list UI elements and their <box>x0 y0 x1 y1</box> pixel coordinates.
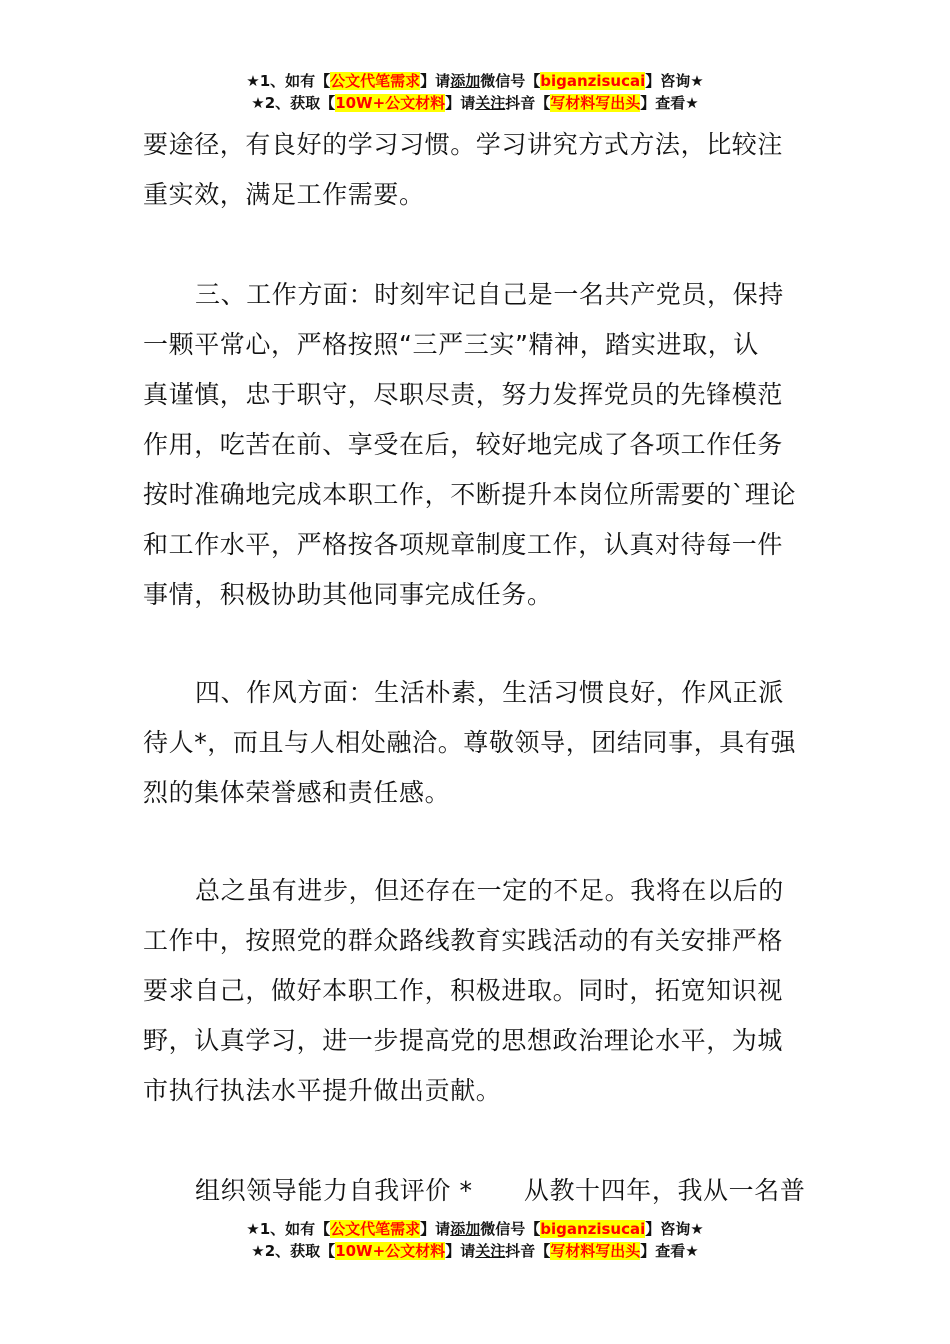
banner-underlined: 关注 <box>475 94 506 112</box>
text-line: 真谨慎，忠于职守，尽职尽责，努力发挥党员的先锋模范 <box>143 380 784 409</box>
banner-underlined: 添加 <box>450 1220 481 1238</box>
text-line: 按时准确地完成本职工作，不断提升本岗位所需要的`理论 <box>143 480 797 509</box>
banner-highlight: 公文代笔需求 <box>330 1220 421 1238</box>
footer-banner <box>0 1218 950 1262</box>
banner-text: ★2、获取【 <box>251 94 336 112</box>
paragraph-style <box>143 668 808 818</box>
paragraph-summary <box>143 866 808 1116</box>
banner-text: 】请 <box>445 1242 476 1260</box>
banner-underlined: 关注 <box>475 1242 506 1260</box>
text-line: 总之虽有进步，但还存在一定的不足。我将在以后的 <box>195 876 784 905</box>
text-line: 待人*，而且与人相处融洽。尊敬领导，团结同事，具有强 <box>143 728 797 757</box>
banner-highlight: 写材料写出头 <box>550 1242 641 1260</box>
text-line: 重实效，满足工作需要。 <box>143 180 425 209</box>
banner-text: ★2、获取【 <box>251 1242 336 1260</box>
text-line: 野，认真学习，进一步提高党的思想政治理论水平，为城 <box>143 1026 784 1055</box>
banner-text: 】咨询★ <box>645 72 704 90</box>
banner-highlight: 公文代笔需求 <box>330 72 421 90</box>
text-line: 作用，吃苦在前、享受在后，较好地完成了各项工作任务 <box>143 430 784 459</box>
banner-text: 】咨询★ <box>645 1220 704 1238</box>
banner-text: 】请 <box>420 1220 451 1238</box>
banner-highlight: 10W+公文材料 <box>335 1242 446 1260</box>
banner-line-2 <box>0 1240 950 1262</box>
text-line: 组织领导能力自我评价 * 从教十四年，我从一名普 <box>195 1176 806 1205</box>
banner-text: 】查看★ <box>640 1242 699 1260</box>
banner-text: 】查看★ <box>640 94 699 112</box>
banner-line-1 <box>0 1218 950 1240</box>
banner-text: 抖音【 <box>505 94 551 112</box>
banner-text: ★1、如有【 <box>246 1220 331 1238</box>
banner-highlight: biganzisucai <box>540 72 646 90</box>
banner-text: 微信号【 <box>480 72 541 90</box>
banner-text: ★1、如有【 <box>246 72 331 90</box>
text-line: 烈的集体荣誉感和责任感。 <box>143 778 451 807</box>
text-line: 市执行执法水平提升做出贡献。 <box>143 1076 502 1105</box>
text-line: 事情，积极协助其他同事完成任务。 <box>143 580 553 609</box>
banner-highlight: 10W+公文材料 <box>335 94 446 112</box>
text-line: 和工作水平，严格按各项规章制度工作，认真对待每一件 <box>143 530 784 559</box>
header-banner <box>0 70 950 114</box>
paragraph-leadership-title <box>143 1166 808 1216</box>
text-line: 工作中，按照党的群众路线教育实践活动的有关安排严格 <box>143 926 784 955</box>
text-line: 三、工作方面：时刻牢记自己是一名共产党员，保持 <box>195 280 784 309</box>
text-line: 要求自己，做好本职工作，积极进取。同时，拓宽知识视 <box>143 976 784 1005</box>
text-line: 要途径，有良好的学习习惯。学习讲究方式方法，比较注 <box>143 130 784 159</box>
banner-highlight: 写材料写出头 <box>550 94 641 112</box>
banner-underlined: 添加 <box>450 72 481 90</box>
banner-highlight: biganzisucai <box>540 1220 646 1238</box>
banner-line-1 <box>0 70 950 92</box>
banner-text: 】请 <box>420 72 451 90</box>
paragraph-work <box>143 270 808 620</box>
banner-line-2 <box>0 92 950 114</box>
banner-text: 】请 <box>445 94 476 112</box>
paragraph-study-end <box>143 120 808 220</box>
banner-text: 微信号【 <box>480 1220 541 1238</box>
text-line: 一颗平常心，严格按照“三严三实”精神，踏实进取，认 <box>143 330 759 359</box>
text-line: 四、作风方面：生活朴素，生活习惯良好，作风正派 <box>195 678 784 707</box>
banner-text: 抖音【 <box>505 1242 551 1260</box>
